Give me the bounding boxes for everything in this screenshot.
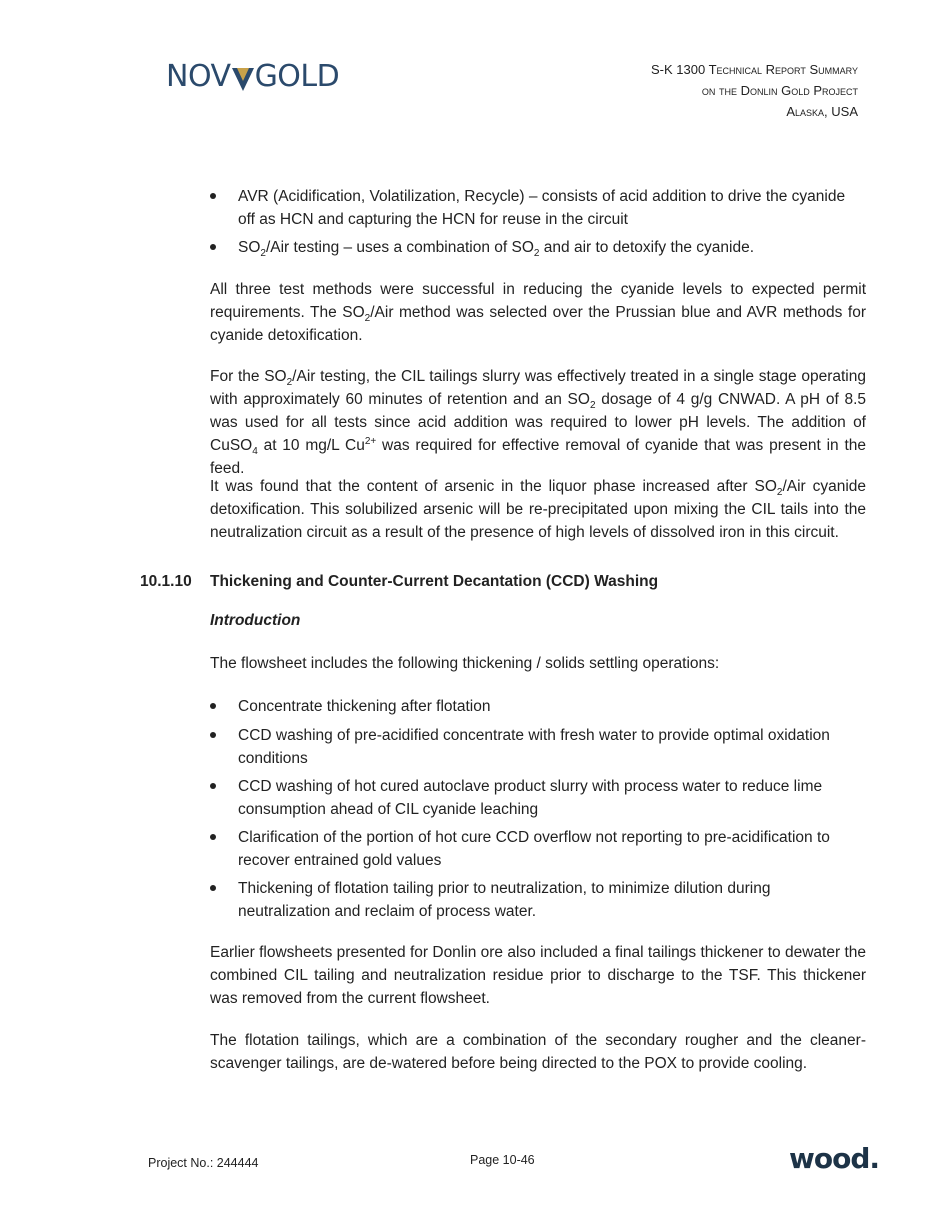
bullet-line: consumption ahead of CIL cyanide leaching xyxy=(238,801,539,818)
list-item xyxy=(210,877,850,923)
bullet-line: Thickening of flotation tailing prior to neutralization, to minimize dilution during xyxy=(238,880,771,897)
logo-text-left: NOV xyxy=(166,59,231,94)
paragraph: All three test methods were successful in reducing the cyanide levels to expected permit requirements. The $SO_2$/Air method was selected over the Prussian blue and AVR methods for cyanide detoxification. xyxy=(210,281,866,344)
list-item xyxy=(210,185,850,231)
section-number: 10.1.10 xyxy=(140,573,192,590)
novagold-logo xyxy=(166,59,340,94)
report-title-line3: Alaska, USA xyxy=(786,104,858,119)
logo-a-mark-icon xyxy=(232,66,254,92)
bullet-line: off as HCN and capturing the HCN for reuse in the circuit xyxy=(238,211,628,228)
report-title-line2: on the Donlin Gold Project xyxy=(701,83,858,98)
logo-text-right: GOLD xyxy=(254,59,340,94)
bullet-line: $SO_2$/Air testing – uses a combination of $SO_2$ and air to detoxify the cyanide. xyxy=(238,239,755,260)
paragraph: It was found that the content of arsenic in the liquor phase increased after $SO_2$/Air cyanide detoxification. This solubilized arsenic will be re-precipitated upon mixing the CIL tails into the neutralization circuit as a result of the presence of high levels of dissolved iron in this circuit. xyxy=(210,478,866,541)
section-title: Thickening and Counter-Current Decantation (CCD) Washing xyxy=(210,573,659,590)
paragraph: The flotation tailings, which are a combination of the secondary rougher and the cleaner-scavenger tailings, are de-watered before being directed to the POX to provide cooling. xyxy=(210,1032,866,1072)
list-item xyxy=(210,775,850,821)
bullet-line: neutralization and reclaim of process water. xyxy=(238,903,537,920)
bullet-line: Concentrate thickening after flotation xyxy=(238,698,491,715)
report-header xyxy=(651,59,858,122)
list-item xyxy=(210,236,850,259)
bullet-line: recover entrained gold values xyxy=(238,852,442,869)
bullet-line: CCD washing of pre-acidified concentrate with fresh water to provide optimal oxidation xyxy=(238,727,830,744)
report-title-line1: S-K 1300 Technical Report Summary xyxy=(651,62,858,77)
page-number: Page 10-46 xyxy=(470,1153,535,1167)
list-item xyxy=(210,826,850,872)
bullet-line: conditions xyxy=(238,750,308,767)
project-number: Project No.: 244444 xyxy=(148,1156,259,1170)
bullet-line: CCD washing of hot cured autoclave product slurry with process water to reduce lime xyxy=(238,778,823,795)
subheading: Introduction xyxy=(210,612,301,629)
paragraph: For the $SO_2$/Air testing, the CIL tailings slurry was effectively treated in a single stage operating with approximately 60 minutes of retention and an $SO_2$ dosage of 4 g/g CNWAD. A pH of 8.5 was used for all tests since acid addition was required to lower pH levels. The addition of CuSO$_4$ at 10 mg/L $Cu^{2+}$ was required for effective removal of cyanide that was present in the feed. xyxy=(210,368,866,477)
paragraph: The flowsheet includes the following thickening / solids settling operations: xyxy=(210,655,720,672)
wood-logo: wood. xyxy=(789,1142,880,1175)
list-item xyxy=(210,695,850,718)
bullet-line: AVR (Acidification, Volatilization, Recycle) – consists of acid addition to drive the cyanide xyxy=(238,188,846,205)
paragraph: Earlier flowsheets presented for Donlin ore also included a final tailings thickener to dewater the combined CIL tailing and neutralization residue prior to discharge to the TSF. This thickener was removed from the current flowsheet. xyxy=(210,944,866,1007)
list-item xyxy=(210,724,850,770)
bullet-line: Clarification of the portion of hot cure CCD overflow not reporting to pre-acidification to xyxy=(238,829,830,846)
